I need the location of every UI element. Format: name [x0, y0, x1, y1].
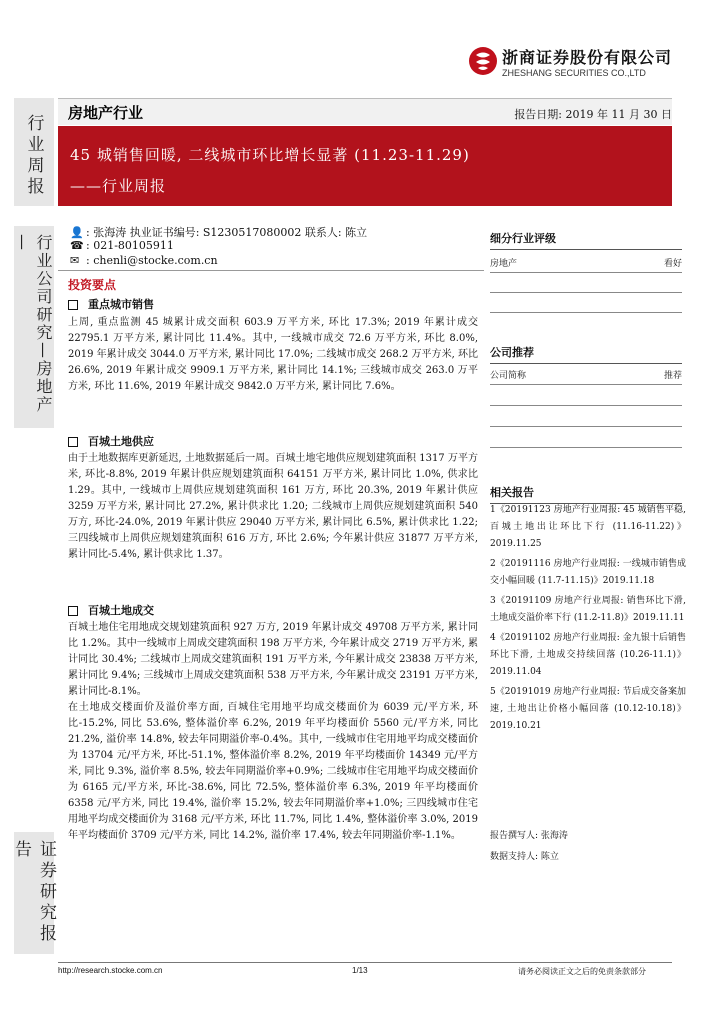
- related-report-list: [490, 502, 686, 738]
- section-heading-main: 投资要点: [68, 278, 117, 292]
- analyst-phone-row: [70, 239, 174, 252]
- side-bar-middle: [14, 226, 54, 428]
- section-body: 由于土地数据库更新延迟, 土地数据延后一周。百城土地宅地供应规划建筑面积 1317 万平方米, 环比-8.8%, 2019 年累计供应规划建筑面积 64151 万平方米, 累计同比 1.0%, 供求比 1.29。其中, 一线城市上周供应规划建筑面积 161 万方, 环比 20.3%, 2019 年累计供应 3259 万平方米, 累计同比 27.2%, 累计供求比 1.20; 二线城市上周供应规划建筑面积 540 万方, 环比-24.0%, 2019 年累计供应 29040 万平方米, 累计同比 6.5%, 累计供求比 1.22; 三四线城市上周供应规划建筑面积 616 万方, 环比 2.6%; 今年累计供应 31877 万平方米, 累计同比-5.4%, 累计供求比 1.37。: [68, 453, 478, 560]
- report-title: 45 城销售回暖, 二线城市环比增长显著 (11.23-11.29): [70, 146, 470, 164]
- company-header: 公司简称: [490, 371, 527, 381]
- section-title: 百城土地成交: [68, 602, 154, 618]
- mail-icon: ✉: [70, 254, 80, 267]
- analyst-name: : 张海涛 执业证书编号: S1230517080002 联系人: 陈立: [86, 226, 368, 239]
- related-report-item[interactable]: 1《20191123 房地产行业周报: 45 城销售平稳, 百城土地出让环比下行 (11.16-11.22)》2019.11.25: [490, 505, 686, 549]
- rating-row: [490, 256, 682, 269]
- sector-rating: 看好: [663, 259, 682, 269]
- divider: [490, 447, 682, 448]
- data-support: 数据支持人: 陈立: [490, 852, 559, 862]
- report-date: 报告日期: 2019 年 11 月 30 日: [514, 108, 672, 121]
- divider: [490, 312, 682, 313]
- section-title: 百城土地供应: [68, 433, 154, 449]
- rating-heading: 细分行业评级: [490, 230, 682, 250]
- person-icon: 👤: [70, 226, 84, 239]
- company-name-cn: 浙商证券股份有限公司: [502, 48, 673, 67]
- related-report-item[interactable]: 5《20191019 房地产行业周报: 节后成交备案加速, 土地出让价格小幅回落 (10.12-10.18)》2019.10.21: [490, 687, 686, 731]
- checkbox-square-icon: [68, 606, 78, 616]
- analyst-phone: : 021-80105911: [86, 239, 174, 252]
- analyst-name-row: [70, 224, 367, 240]
- side-label-bottom: 证券研究报告: [11, 840, 56, 945]
- footer-divider: [58, 962, 672, 963]
- checkbox-square-icon: [68, 437, 78, 447]
- divider: [490, 272, 682, 273]
- recommend-row: [490, 368, 682, 381]
- divider: [490, 292, 682, 293]
- section-body: 百城土地住宅用地成交规划建筑面积 927 万方, 2019 年累计成交 49708 万平方米, 累计同比 1.2%。其中一线城市上周成交建筑面积 198 万平方米, 今年累计成交 2719 万平方米, 累计同比 30.4%; 二线城市上周成交建筑面积 191 万平方米, 今年累计成交 23838 万平方米, 累计同比 9.4%; 三线城市上周成交建筑面积 538 万平方米, 今年累计成交 23191 万平方米, 累计同比-8.1%。 在土地成交楼面价及溢价率方面, 百城住宅用地平均成交楼面价为 6039 元/平方米, 环比-15.2%, 同比 53.6%, 整体溢价率 6.2%, 2019 年平均楼面价 5560 元/平方米, 同比 21.2%, 溢价率 14.8%, 较去年同期溢价率-0.4%。其中, 一线城市住宅用地平均成交楼面价为 13704 元/平方米, 环比-51.1%, 整体溢价率 8.2%, 2019 年平均楼面价 14349 元/平方米, 同比 9.3%, 溢价率 8.5%, 较去年同期溢价率+0.9%; 二线城市住宅用地平均成交楼面价为 6165 元/平方米, 环比-38.6%, 同比 72.5%, 整体溢价率 6.3%, 2019 年平均楼面价 6358 元/平方米, 同比 19.4%, 溢价率 15.2%, 较去年同期溢价率+1.0%; 三四线城市住宅用地平均成交楼面价为 3168 元/平方米, 环比 11.7%, 同比 1.4%, 整体溢价率 3.0%, 2019 年平均楼面价 3709 元/平方米, 同比 14.2%, 溢价率 17.4%, 较去年同期溢价率-1.1%。: [68, 622, 478, 841]
- side-label-top: 行业周报: [23, 114, 44, 198]
- section-title: 重点城市销售: [68, 296, 154, 312]
- industry-label: 房地产行业: [68, 104, 144, 122]
- side-bar-top: [14, 98, 54, 206]
- recommend-heading: 公司推荐: [490, 344, 682, 364]
- phone-icon: ☎: [70, 239, 84, 252]
- section-body: 上周, 重点监测 45 城累计成交面积 603.9 万平方米, 环比 17.3%; 2019 年累计成交 22795.1 万平方米, 累计同比 11.4%。其中, 一线城市成交 72.6 万平方米, 环比 8.0%, 2019 年累计成交 3044.0 万平方米, 累计同比 17.0%; 二线城市成交 268.2 万平方米, 环比 26.6%, 2019 年累计成交 9909.1 万平方米, 累计同比 14.1%; 三线城市成交 263.0 万平方米, 环比 11.6%, 2019 年累计成交 9842.0 万平方米, 累计同比 7.6%。: [68, 317, 478, 392]
- related-report-item[interactable]: 4《20191102 房地产行业周报: 金九银十后销售环比下滑, 土地成交持续回落 (10.26-11.1)》2019.11.04: [490, 633, 686, 677]
- company-name-en: ZHESHANG SECURITIES CO.,LTD: [502, 68, 646, 78]
- page-number: 1/13: [352, 966, 368, 975]
- analyst-email[interactable]: : chenli@stocke.com.cn: [86, 254, 218, 267]
- divider: [58, 270, 484, 271]
- divider: [490, 426, 682, 427]
- checkbox-square-icon: [68, 300, 78, 310]
- analyst-email-row[interactable]: [70, 254, 218, 267]
- rating-header: 推荐: [663, 371, 682, 381]
- footer-disclaimer: 请务必阅读正文之后的免责条款部分: [518, 967, 646, 976]
- divider: [490, 405, 682, 406]
- report-writer: 报告撰写人: 张海涛: [490, 831, 568, 841]
- sector-name: 房地产: [490, 259, 518, 269]
- side-bar-bottom: [11, 832, 56, 954]
- related-report-item[interactable]: 2《20191116 房地产行业周报: 一线城市销售成交小幅回暖 (11.7-11.15)》2019.11.18: [490, 559, 686, 586]
- footer-url[interactable]: http://research.stocke.com.cn: [58, 966, 163, 975]
- side-label-middle: 行业公司研究—房地产—: [13, 234, 53, 414]
- divider: [490, 384, 682, 385]
- company-logo-icon: [468, 46, 498, 76]
- related-heading: 相关报告: [490, 484, 682, 504]
- related-report-item[interactable]: 3《20191109 房地产行业周报: 销售环比下滑, 土地成交溢价率下行 (11.2-11.8)》2019.11.11: [490, 596, 686, 623]
- report-subtitle: ——行业周报: [70, 177, 167, 195]
